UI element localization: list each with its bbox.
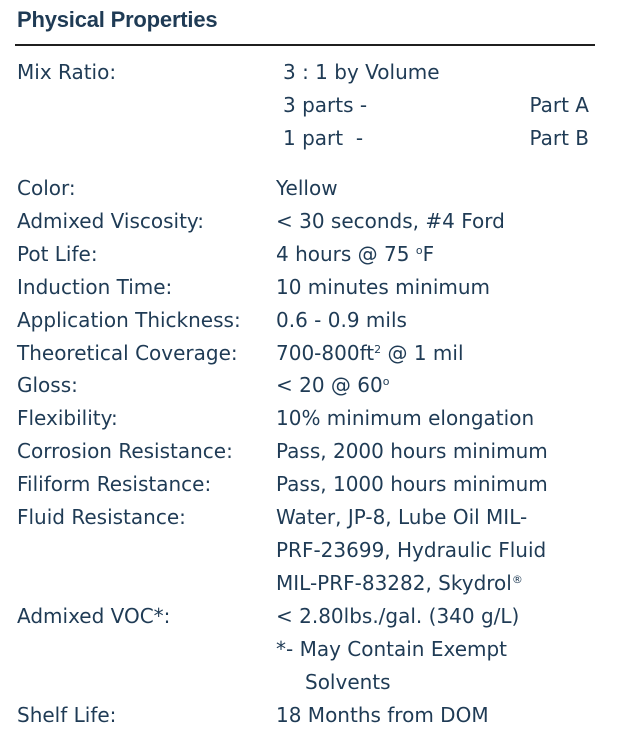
- squared-superscript: 2: [374, 343, 382, 356]
- fluid-label: Fluid Resistance:: [17, 505, 186, 529]
- thickness-row: [17, 304, 607, 337]
- mix-ratio-label: Mix Ratio:: [17, 60, 117, 84]
- filiform-row: [17, 468, 607, 501]
- shelf-life-row: [17, 699, 607, 732]
- mix-ratio-part-b-label: Part B: [529, 126, 589, 150]
- shelf-life-value: 18 Months from DOM: [276, 703, 489, 727]
- voc-value-line-2: *- May Contain Exempt: [276, 637, 508, 661]
- induction-label: Induction Time:: [17, 275, 173, 299]
- voc-label: Admixed VOC*:: [17, 604, 171, 628]
- voc-row: [17, 600, 607, 633]
- fluid-value-line-2: PRF-23699, Hydraulic Fluid: [276, 538, 547, 562]
- voc-value-line-1: < 2.80lbs./gal. (340 g/L): [276, 604, 520, 628]
- mix-ratio-part-a-label: Part A: [529, 93, 589, 117]
- gloss-row: [17, 369, 607, 402]
- thickness-label: Application Thickness:: [17, 308, 241, 332]
- color-label: Color:: [17, 176, 76, 200]
- viscosity-label: Admixed Viscosity:: [17, 209, 205, 233]
- pot-life-value: [276, 238, 434, 271]
- flexibility-row: [17, 402, 607, 435]
- corrosion-value: Pass, 2000 hours minimum: [276, 439, 548, 463]
- pot-life-label: Pot Life:: [17, 242, 98, 266]
- coverage-label: Theoretical Coverage:: [17, 341, 238, 365]
- fluid-row: [17, 501, 607, 534]
- pot-life-row: [17, 238, 607, 271]
- fluid-value-line-1: Water, JP-8, Lube Oil MIL-: [276, 505, 528, 529]
- voc-value-line-3: Solvents: [305, 670, 391, 694]
- color-row: [17, 172, 607, 205]
- coverage-row: [17, 337, 607, 370]
- gloss-value-main: < 20 @ 60: [276, 373, 383, 397]
- induction-value: 10 minutes minimum: [276, 275, 491, 299]
- thickness-value: 0.6 - 0.9 mils: [276, 308, 407, 332]
- gloss-value: [276, 369, 389, 402]
- corrosion-label: Corrosion Resistance:: [17, 439, 233, 463]
- flexibility-label: Flexibility:: [17, 406, 118, 430]
- pot-life-value-main: 4 hours @ 75: [276, 242, 416, 266]
- mix-ratio-part-a-row: [17, 89, 607, 122]
- mix-ratio-part-b-amount: 1 part -: [283, 126, 364, 150]
- voc-row-3: [17, 666, 607, 699]
- registered-mark: ®: [511, 573, 523, 586]
- section-divider: [15, 44, 595, 46]
- mix-ratio-row: [17, 56, 607, 89]
- mix-ratio-part-b-row: [17, 122, 607, 155]
- viscosity-value: < 30 seconds, #4 Ford: [276, 209, 505, 233]
- filiform-value: Pass, 1000 hours minimum: [276, 472, 548, 496]
- filiform-label: Filiform Resistance:: [17, 472, 212, 496]
- fluid-row-2: [17, 534, 607, 567]
- mix-ratio-part-a-amount: 3 parts -: [283, 93, 368, 117]
- fluid-value-line-3: [276, 567, 523, 600]
- pot-life-unit: F: [422, 242, 435, 266]
- coverage-value-main: 700-800ft: [276, 341, 375, 365]
- corrosion-row: [17, 435, 607, 468]
- fluid-row-3: [17, 567, 607, 600]
- voc-row-2: [17, 633, 607, 666]
- color-value: Yellow: [276, 176, 338, 200]
- fluid-value-line-3-text: MIL-PRF-83282, Skydrol: [276, 571, 512, 595]
- shelf-life-label: Shelf Life:: [17, 703, 117, 727]
- gloss-label: Gloss:: [17, 373, 78, 397]
- coverage-value-tail: @ 1 mil: [381, 341, 464, 365]
- mix-ratio-value: 3 : 1 by Volume: [283, 60, 440, 84]
- degree-symbol: o: [382, 375, 390, 388]
- viscosity-row: [17, 205, 607, 238]
- section-title: Physical Properties: [17, 7, 218, 32]
- degree-symbol: o: [415, 244, 423, 257]
- coverage-value: [276, 337, 464, 370]
- flexibility-value: 10% minimum elongation: [276, 406, 535, 430]
- induction-row: [17, 271, 607, 304]
